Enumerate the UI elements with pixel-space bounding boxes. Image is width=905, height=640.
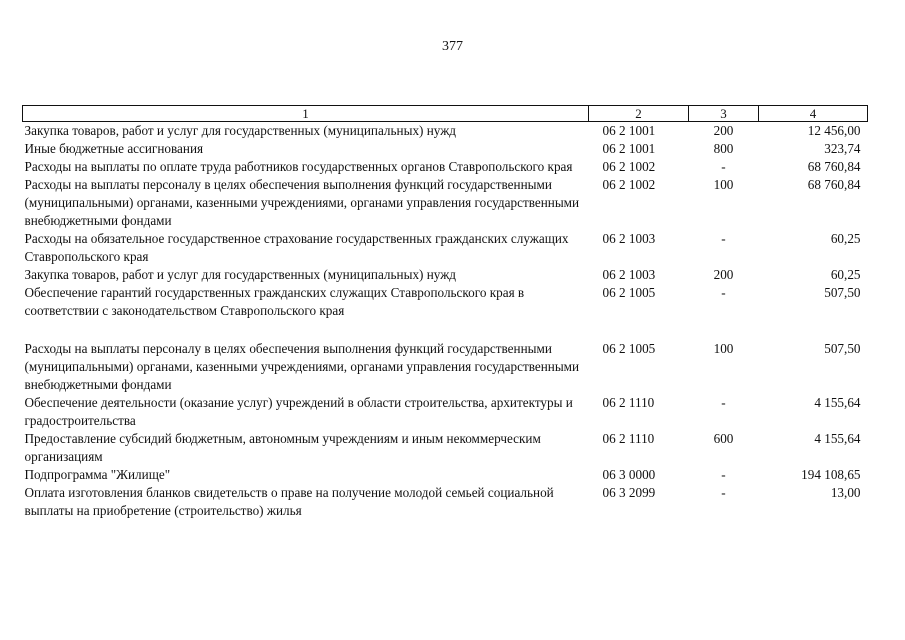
row-type: - bbox=[721, 485, 726, 500]
row-code: 06 2 1002 bbox=[602, 177, 656, 192]
row-type: - bbox=[721, 467, 726, 482]
table-row bbox=[23, 122, 868, 141]
row-type: - bbox=[721, 159, 726, 174]
row-type: 100 bbox=[713, 177, 734, 192]
header-col-3: 3 bbox=[689, 106, 759, 122]
table-row bbox=[23, 340, 868, 394]
table-row bbox=[23, 176, 868, 230]
table-row bbox=[23, 394, 868, 430]
row-code: 06 2 1001 bbox=[602, 123, 656, 138]
row-name: Закупка товаров, работ и услуг для государственных (муниципальных) нужд bbox=[24, 123, 457, 138]
row-name: Расходы на выплаты персоналу в целях обеспечения выполнения функций государственными (муниципальными) органами, казенными учреждениями, органами управления государственными внебюджетными фондами bbox=[24, 177, 580, 228]
row-type: 200 bbox=[713, 267, 734, 282]
row-code: 06 3 0000 bbox=[602, 467, 656, 482]
budget-table bbox=[22, 105, 868, 520]
row-type: 600 bbox=[713, 431, 734, 446]
table-row bbox=[23, 430, 868, 466]
row-type: 200 bbox=[713, 123, 734, 138]
row-amount: 507,50 bbox=[824, 285, 861, 300]
row-name: Обеспечение деятельности (оказание услуг) учреждений в области строительства, архитектуры и градостроительства bbox=[24, 395, 573, 428]
row-code: 06 2 1110 bbox=[602, 395, 655, 410]
row-code: 06 2 1110 bbox=[602, 431, 655, 446]
row-name: Расходы на обязательное государственное страхование государственных гражданских служащих Ставропольского края bbox=[24, 231, 569, 264]
row-amount: 12 456,00 bbox=[807, 123, 861, 138]
table-row bbox=[23, 266, 868, 284]
header-col-1: 1 bbox=[23, 106, 589, 122]
row-amount: 4 155,64 bbox=[814, 395, 861, 410]
table-row bbox=[23, 484, 868, 520]
row-name: Предоставление субсидий бюджетным, автономным учреждениям и иным некоммерческим организациям bbox=[24, 431, 541, 464]
row-type: - bbox=[721, 285, 726, 300]
table-row bbox=[23, 140, 868, 158]
row-amount: 4 155,64 bbox=[814, 431, 861, 446]
row-code: 06 3 2099 bbox=[602, 485, 656, 500]
header-col-4: 4 bbox=[759, 106, 868, 122]
row-amount: 194 108,65 bbox=[801, 467, 861, 482]
row-name: Иные бюджетные ассигнования bbox=[24, 141, 204, 156]
row-amount: 68 760,84 bbox=[807, 177, 861, 192]
row-code: 06 2 1005 bbox=[602, 285, 656, 300]
row-type: - bbox=[721, 231, 726, 246]
row-type: 800 bbox=[713, 141, 734, 156]
row-amount: 60,25 bbox=[830, 231, 861, 246]
row-amount: 323,74 bbox=[824, 141, 861, 156]
row-name: Обеспечение гарантий государственных гражданских служащих Ставропольского края в соответствии с законодательством Ставропольского края bbox=[24, 285, 525, 318]
row-amount: 60,25 bbox=[830, 267, 861, 282]
row-amount: 68 760,84 bbox=[807, 159, 861, 174]
row-name: Расходы на выплаты по оплате труда работников государственных органов Ставропольского края bbox=[24, 159, 573, 174]
row-name: Закупка товаров, работ и услуг для государственных (муниципальных) нужд bbox=[24, 267, 457, 282]
row-code: 06 2 1003 bbox=[602, 267, 656, 282]
table-header-row bbox=[23, 106, 868, 122]
table-row bbox=[23, 230, 868, 266]
table-spacer-row bbox=[23, 320, 868, 340]
row-code: 06 2 1003 bbox=[602, 231, 656, 246]
row-name: Оплата изготовления бланков свидетельств о праве на получение молодой семьей социальной выплаты на приобретение (строительство) жилья bbox=[24, 485, 554, 518]
row-code: 06 2 1005 bbox=[602, 341, 656, 356]
row-amount: 13,00 bbox=[830, 485, 861, 500]
table-row bbox=[23, 284, 868, 320]
row-amount: 507,50 bbox=[824, 341, 861, 356]
row-type: - bbox=[721, 395, 726, 410]
page-number: 377 bbox=[442, 39, 463, 54]
table-row bbox=[23, 158, 868, 176]
row-code: 06 2 1002 bbox=[602, 159, 656, 174]
row-code: 06 2 1001 bbox=[602, 141, 656, 156]
row-type: 100 bbox=[713, 341, 734, 356]
row-name: Подпрограмма "Жилище" bbox=[24, 467, 171, 482]
header-col-2: 2 bbox=[589, 106, 689, 122]
row-name: Расходы на выплаты персоналу в целях обеспечения выполнения функций государственными (муниципальными) органами, казенными учреждениями, органами управления государственными внебюджетными фондами bbox=[24, 341, 580, 392]
table-row bbox=[23, 466, 868, 484]
